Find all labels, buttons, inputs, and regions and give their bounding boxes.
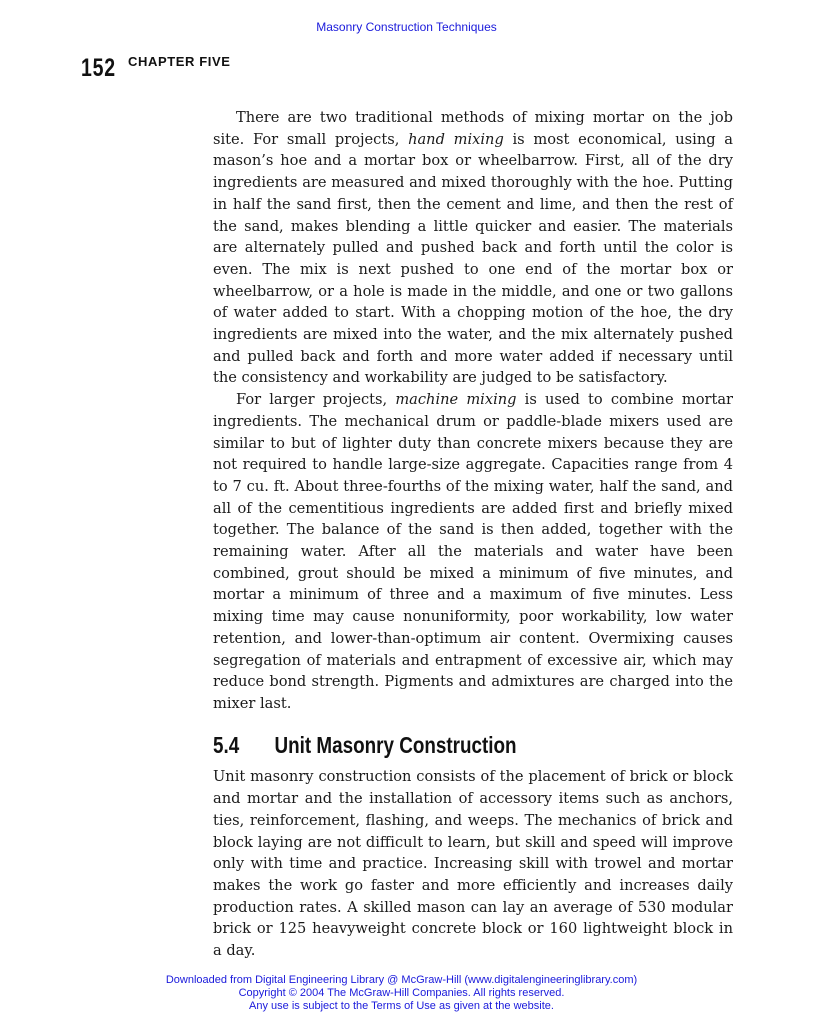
header-link[interactable]: Masonry Construction Techniques	[316, 20, 497, 34]
term-hand-mixing: hand mixing	[408, 130, 504, 148]
footer-terms[interactable]: Any use is subject to the Terms of Use as given at the website.	[249, 1000, 554, 1012]
footer	[0, 974, 813, 1013]
term-machine-mixing: machine mixing	[395, 391, 517, 409]
section-number: 5.4	[213, 731, 240, 758]
article-body	[213, 107, 733, 962]
footer-download-link[interactable]: Downloaded from Digital Engineering Library @ McGraw-Hill (www.digitalengineeringlibrary.com)	[165, 974, 638, 986]
paragraph-hand-mixing: There are two traditional methods of mixing mortar on the job site. For small projects, hand mixing is most economical, using a mason’s hoe and a mortar box or wheelbarrow. First, all of the dry ingredients are measured and mixed thoroughly with the hoe. Putting in half the sand first, then the cement and lime, and then the rest of the sand, makes blending a little quicker and easier. The materials are alternately pulled and pushed back and forth until the color is even. The mix is next pushed to one end of the mortar box or wheelbarrow, or a hole is made in the middle, and one or two gallons of water added to start. With a chopping motion of the hoe, the dry ingredients are mixed into the water, and the mix alternately pushed and pulled back and forth and more water added if necessary until the consistency and workability are judged to be satisfactory.	[213, 109, 734, 387]
paragraph-unit-masonry: Unit masonry construction consists of the placement of brick or block and mortar and the installation of accessory items such as anchors, ties, reinforcement, flashing, and weeps. The mechanics of brick and block laying are not difficult to learn, but skill and speed will improve only with time and practice. Increasing skill with trowel and mortar makes the work go faster and more efficiently and increases daily production rates. A skilled mason can lay an average of 530 modular brick or 125 heavyweight concrete block or 160 lightweight block in a day.	[213, 768, 733, 960]
paragraph-machine-mixing: For larger projects, machine mixing is used to combine mortar ingredients. The mechanical drum or paddle-blade mixers used are similar to but of lighter duty than concrete mixers because they are not required to handle large-size aggregate. Capacities range from 4 to 7 cu. ft. About three-fourths of the mixing water, half the sand, and all of the cementitious ingredients are added first and briefly mixed together. The balance of the sand is then added, together with the remaining water. After all the materials and water have been combined, grout should be mixed a minimum of five minutes, and mortar a minimum of three and a maximum of five minutes. Less mixing time may cause nonuniformity, poor workability, low water retention, and lower-than-optimum air content. Overmixing causes segregation of materials and entrapment of excessive air, which may reduce bond strength. Pigments and admixtures are charged into the mixer last.	[213, 391, 733, 712]
page-number: 152	[81, 54, 116, 82]
section-heading	[213, 731, 639, 758]
footer-copyright[interactable]: Copyright © 2004 The McGraw-Hill Companies. All rights reserved.	[238, 987, 565, 999]
section-title: Unit Masonry Construction	[274, 731, 517, 758]
chapter-label: CHAPTER FIVE	[128, 54, 231, 69]
